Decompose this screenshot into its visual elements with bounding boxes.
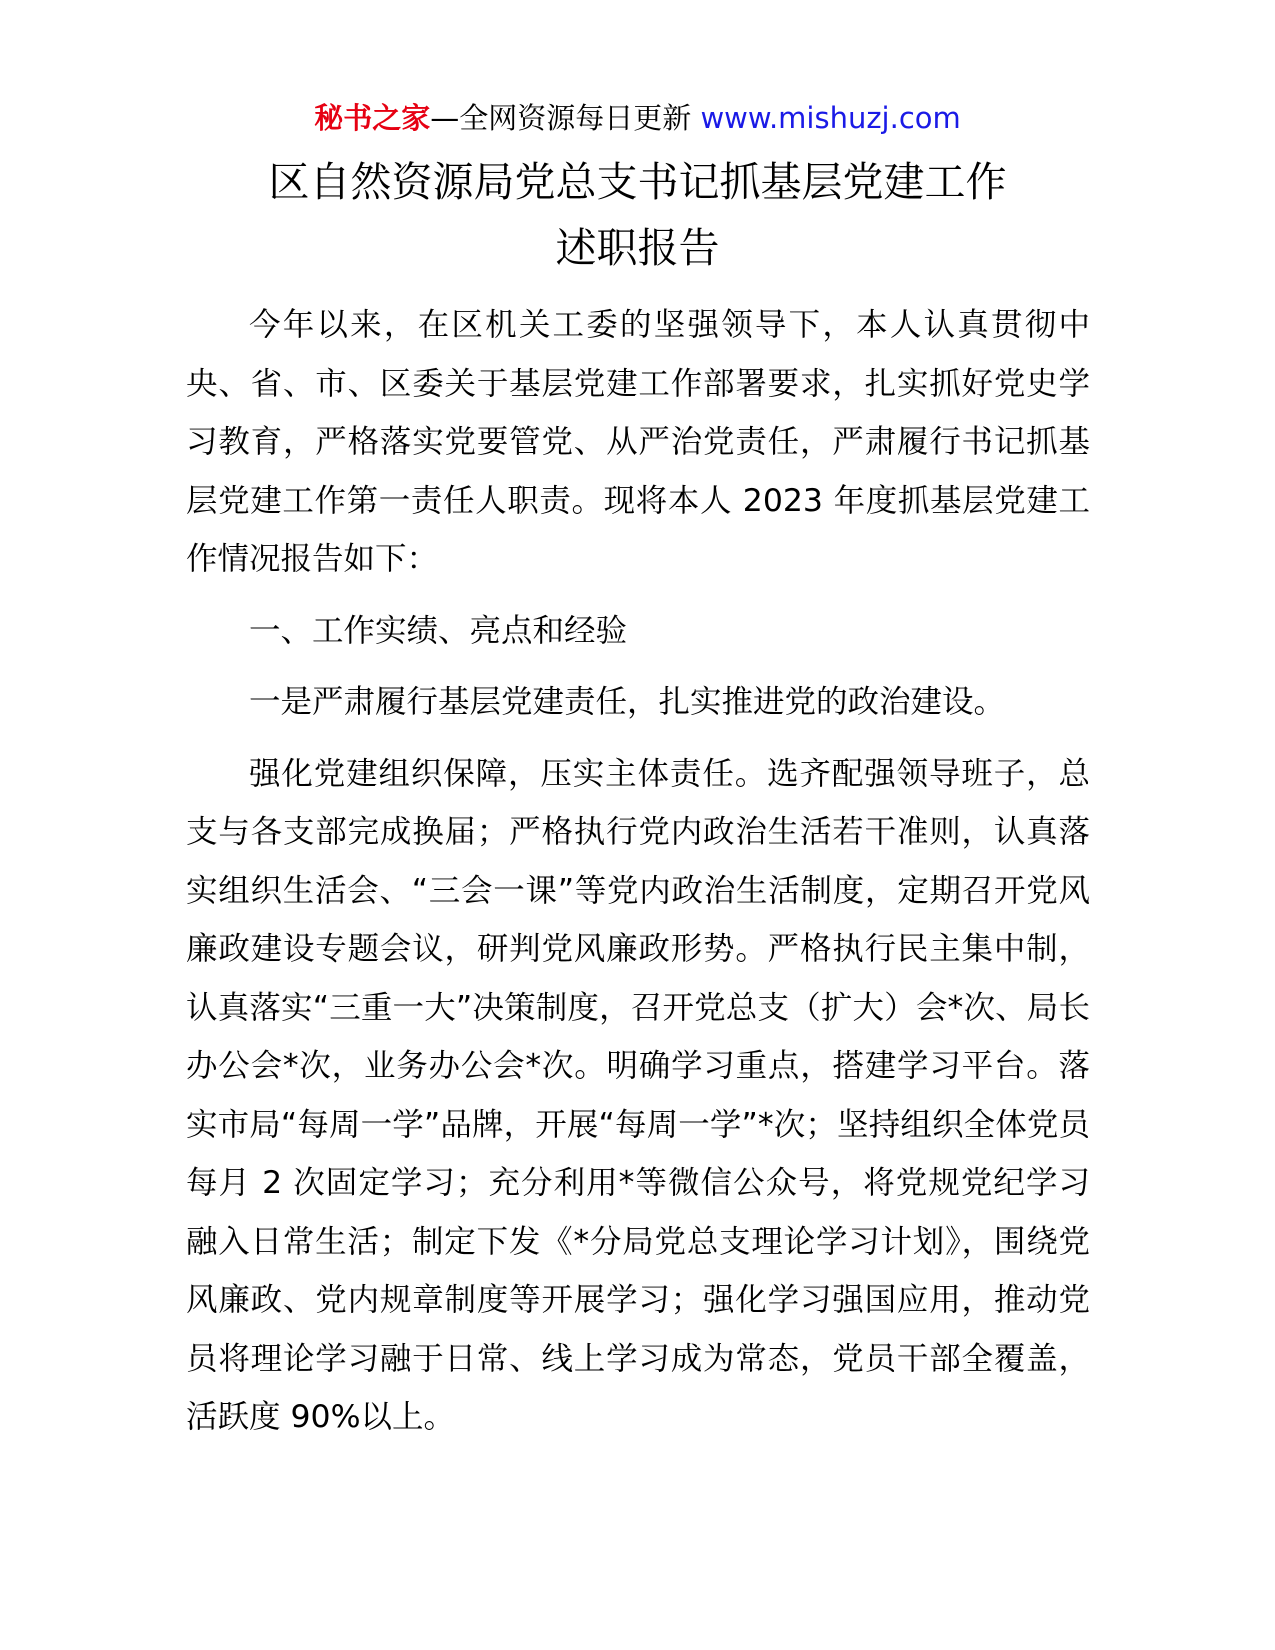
- site-url[interactable]: www.mishuzj.com: [700, 101, 961, 135]
- subsection-heading: 一是严肃履行基层党建责任，扎实推进党的政治建设。: [249, 684, 1006, 720]
- section-heading: 一、工作实绩、亮点和经验: [249, 612, 628, 649]
- document-title-line-2: 述职报告: [555, 224, 720, 272]
- paragraph-intro: 今年以来，在区机关工委的坚强领导下，本人认真贯彻中央、省、市、区委关于基层党建工作部署要求，扎实抓好党史学习教育，严格落实党要管党、从严治党责任，严肃履行书记抓基层党建工作第一责任人职责。现将本人 2023 年度抓基层党建工作情况报告如下：: [186, 307, 1090, 577]
- site-header: [0, 98, 1275, 138]
- site-tagline: —全网资源每日更新: [430, 101, 701, 135]
- document-body: [186, 296, 1090, 1447]
- document-title-line-1: 区自然资源局党总支书记抓基层党建工作: [268, 158, 1007, 206]
- paragraph-body: 强化党建组织保障，压实主体责任。选齐配强领导班子，总支与各支部完成换届；严格执行党内政治生活若干准则，认真落实组织生活会、“三会一课”等党内政治生活制度，定期召开党风廉政建设专题会议，研判党风廉政形势。严格执行民主集中制，认真落实“三重一大”决策制度，召开党总支（扩大）会*次、局长办公会*次，业务办公会*次。明确学习重点，搭建学习平台。落实市局“每周一学”品牌，开展“每周一学”*次；坚持组织全体党员每月 2 次固定学习；充分利用*等微信公众号，将党规党纪学习融入日常生活；制定下发《*分局党总支理论学习计划》，围绕党风廉政、党内规章制度等开展学习；强化学习强国应用，推动党员将理论学习融于日常、线上学习成为常态，党员干部全覆盖，活跃度 90%以上。: [186, 755, 1090, 1435]
- site-brand: 秘书之家: [314, 101, 431, 135]
